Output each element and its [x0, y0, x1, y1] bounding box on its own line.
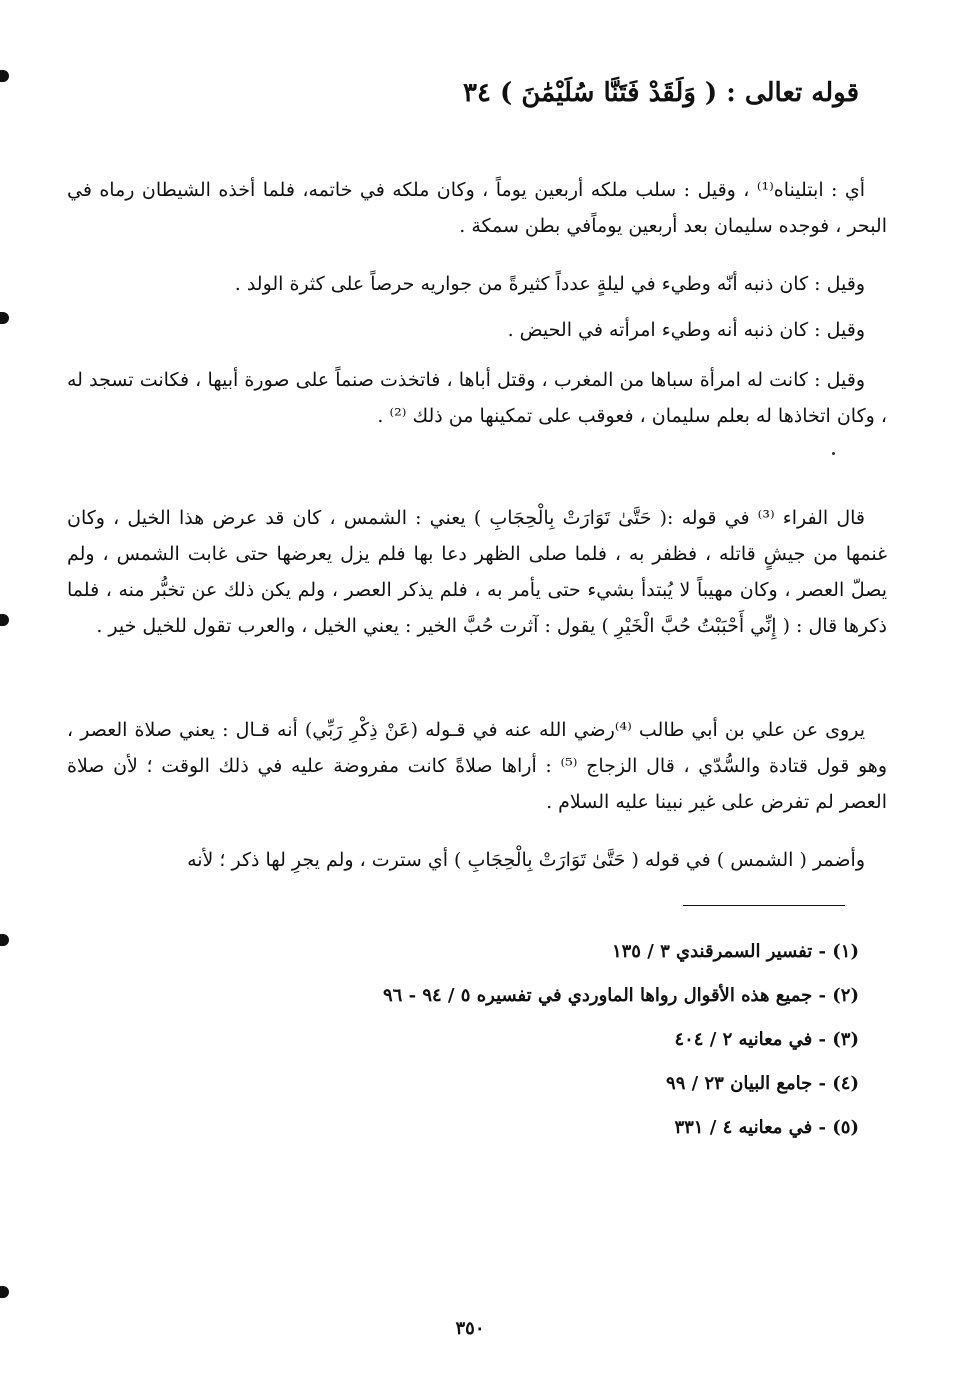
- footnote: (١) - تفسير السمرقندي ٣ / ١٣٥: [611, 941, 859, 962]
- commentary-paragraph: [67, 312, 887, 348]
- commentary-paragraph: [67, 172, 887, 244]
- paragraph-text: وقيل : كان ذنبه أنه وطيء امرأته في الحيض .: [507, 319, 865, 341]
- footnote: (٣) - في معانيه ٢ / ٤٠٤: [674, 1029, 859, 1050]
- scan-edge-mark: [0, 70, 9, 82]
- footnote: (٥) - في معانيه ٤ / ٣٣١: [674, 1117, 859, 1138]
- paragraph-text: وقيل : كانت له امرأة سباها من المغرب ، وقتل أباها ، فاتخذت صنماً على صورة أبيها ، فكانت تسجد له ، وكان اتخاذها له بعلم سليمان ، فعوقب على تمكينها من ذلك ⁽²⁾ .: [67, 369, 887, 427]
- commentary-paragraph: [67, 362, 887, 434]
- paragraph-text: وقيل : كان ذنبه أنّه وطيء في ليلةٍ عدداً كثيرةً من جواريه حرصاً على كثرة الولد .: [234, 273, 865, 295]
- footnote: (٢) - جميع هذه الأقوال رواها الماوردي في تفسيره ٥ / ٩٤ - ٩٦: [382, 985, 859, 1006]
- paragraph-text: يروى عن علي بن أبي طالب ⁽⁴⁾رضي الله عنه في قـوله (عَنْ ذِكْرِ رَبِّي) أنه قـال : يعني صلاة العصر ، وهو قول قتادة والسُّدّي ، قال الزجاج ⁽⁵⁾ : أراها صلاةً كانت مفروضة عليه في ذلك الوقت ؛ لأن صلاة العصر لم تفرض على غير نبينا عليه السلام .: [67, 719, 887, 813]
- scan-speck: [832, 452, 835, 455]
- footnote: (٤) - جامع البيان ٢٣ / ٩٩: [666, 1073, 859, 1094]
- paragraph-text: أي : ابتليناه⁽¹⁾ ، وقيل : سلب ملكه أربعين يوماً ، وكان ملكه في خاتمه، فلما أخذه الشيطان رماه في البحر ، فوجده سليمان بعد أربعين يوماًفي بطن سمكة .: [67, 179, 887, 237]
- commentary-paragraph: [67, 500, 887, 644]
- scan-edge-mark: [0, 934, 9, 946]
- commentary-paragraph: [67, 712, 887, 820]
- paragraph-text: وأضمر ( الشمس ) في قوله ( حَتَّىٰ تَوَارَتْ بِالْحِجَابِ ) أي سترت ، ولم يجرِ لها ذكر ؛ لأنه: [187, 849, 865, 871]
- scan-edge-mark: [0, 614, 9, 626]
- commentary-paragraph: [67, 266, 887, 302]
- scan-edge-mark: [0, 312, 9, 324]
- verse-heading: قوله تعالى : ( وَلَقَدْ فَتَنَّا سُلَيْمَٰنَ ) ٣٤: [463, 78, 859, 108]
- paragraph-text: قال الفراء ⁽³⁾ في قوله :( حَتَّىٰ تَوَارَتْ بِالْحِجَابِ ) يعني : الشمس ، كان قد عرض هذا الخيل ، وكان غنمها من جيشٍ قاتله ، فظفر به ، فلما صلى الظهر دعا بها فلم يزل يعرضها حتى غابت الشمس ، ولم يصلّ العصر ، وكان مهيباً لا يُبتدأ بشيء حتى يأمر به ، فلم يذكر العصر ، ولم يكن ذلك عن تخبُّر منه ، فلما ذكرها قال : ( إِنِّي أَحْبَبْتُ حُبَّ الْخَيْرِ ) يقول : آثرت حُبَّ الخير : يعني الخيل ، والعرب تقول للخيل خير .: [67, 507, 887, 637]
- footnotes: [219, 930, 859, 1150]
- scan-edge-mark: [0, 1286, 9, 1298]
- footnote-divider: [683, 905, 845, 906]
- page-number: ٣٥٠: [455, 1318, 485, 1339]
- commentary-paragraph: [67, 842, 887, 878]
